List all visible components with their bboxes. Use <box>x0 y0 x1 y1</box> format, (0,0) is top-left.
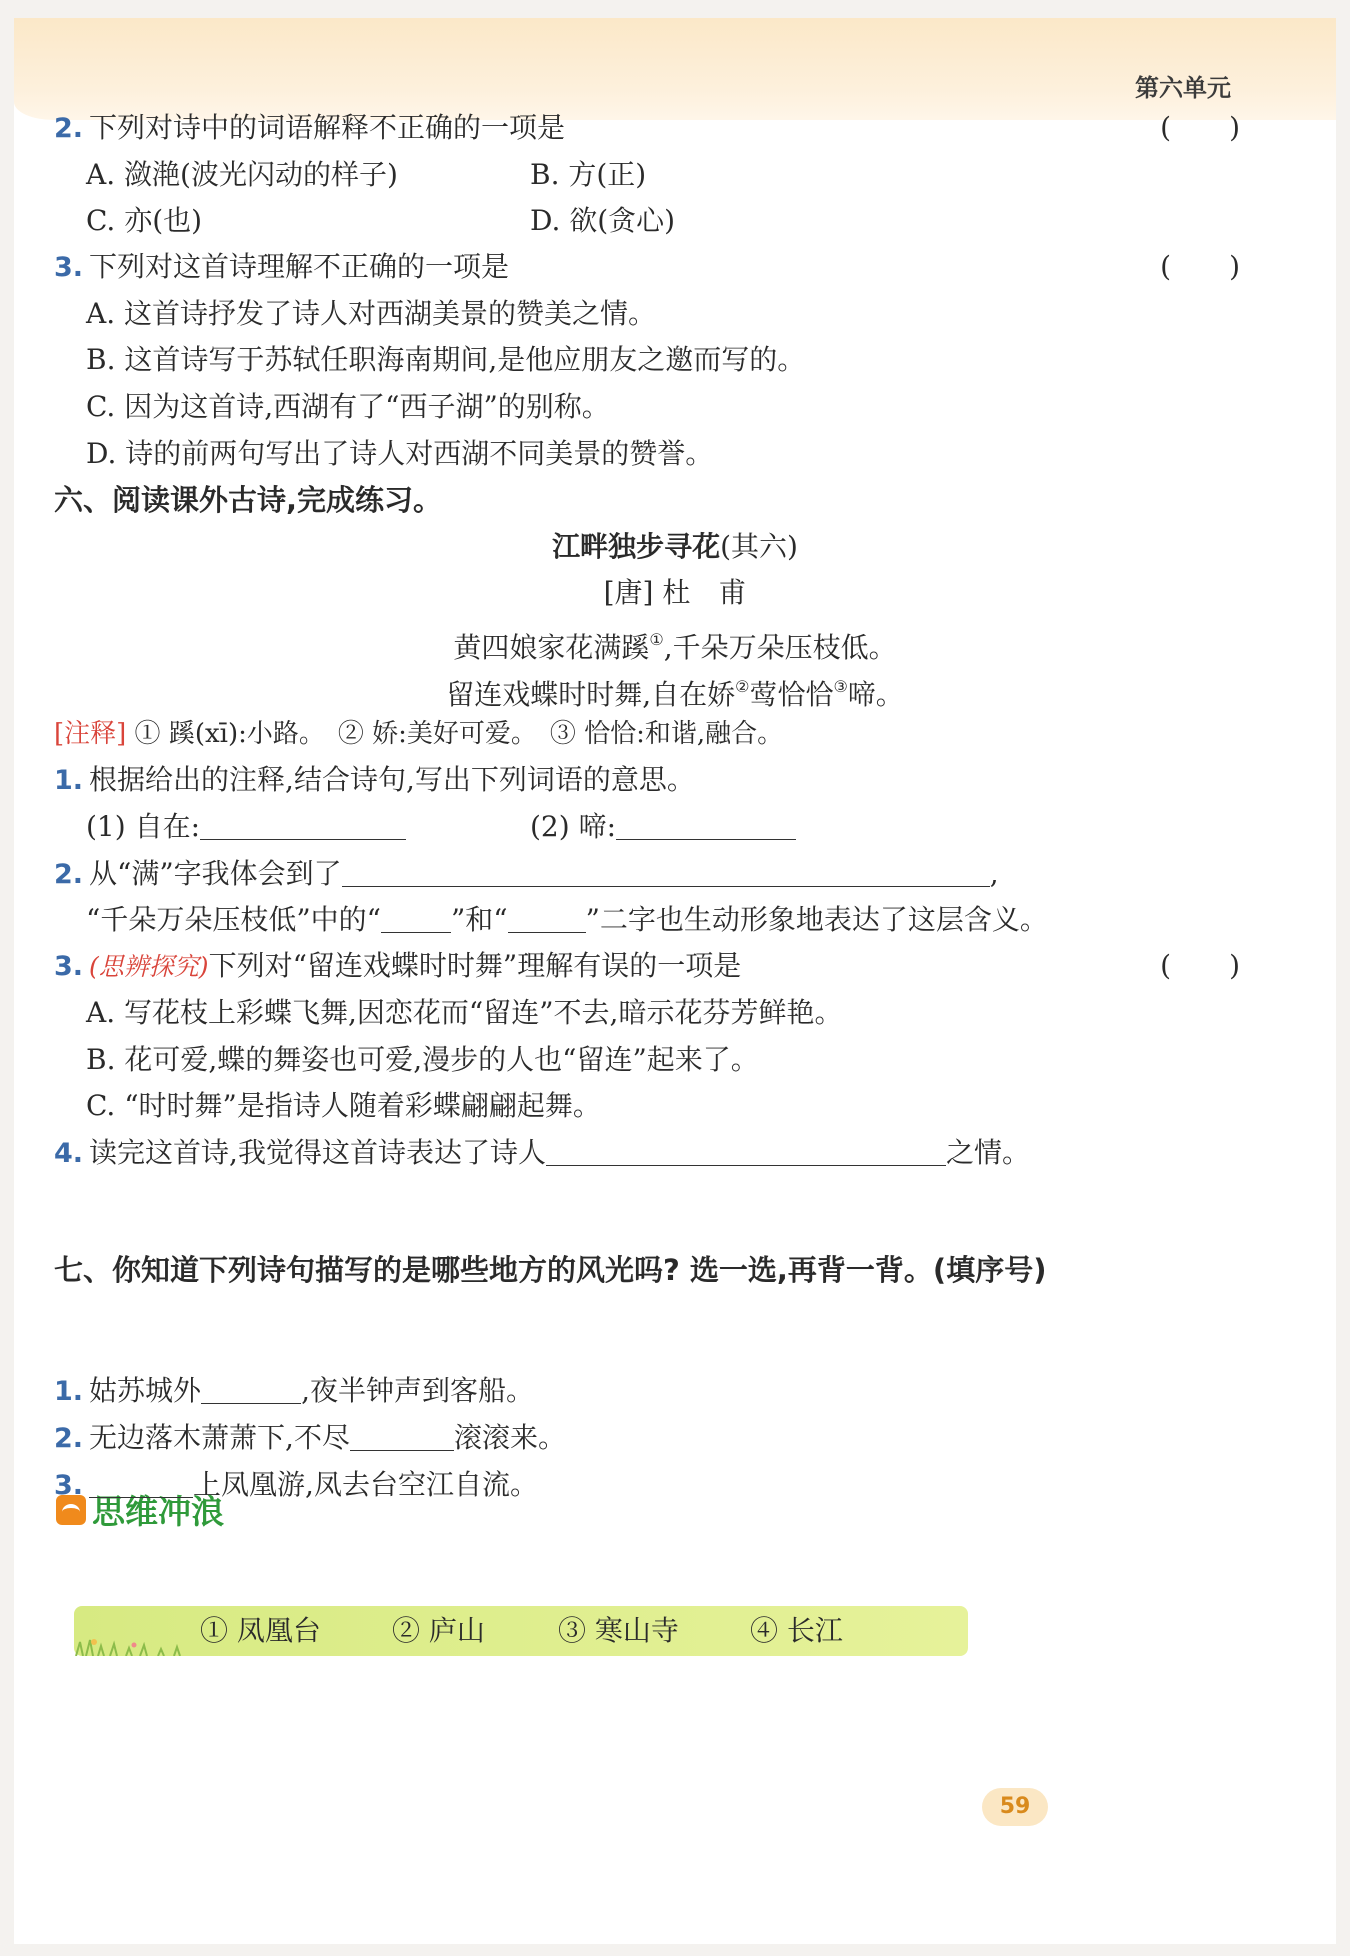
q3-stem: 下列对这首诗理解不正确的一项是 <box>89 250 510 283</box>
answer-blank[interactable] <box>201 1373 301 1404</box>
s6-q2-stem: 从“满”字我体会到了 <box>89 857 342 890</box>
poem-title-sub: (其六) <box>720 530 798 563</box>
thinking-surf-title: 思维冲浪 <box>92 1492 224 1531</box>
s6-q3-option-c[interactable]: C. “时时舞”是指诗人随着彩蝶翩翩起舞。 <box>86 1089 601 1122</box>
paren-left: ( <box>1160 111 1172 144</box>
q3-number: 3. <box>54 252 84 283</box>
grass-decoration-icon <box>74 1636 194 1656</box>
notes-text: ① 蹊(xī):小路。 ② 娇:美好可爱。 ③ 恰恰:和谐,融合。 <box>126 719 784 749</box>
s6-q1-item-2-label: (2) 啼: <box>530 810 616 843</box>
s7-q1-line <box>54 1371 534 1412</box>
q3-option-b[interactable]: B. 这首诗写于苏轼任职海南期间,是他应朋友之邀而写的。 <box>86 343 806 376</box>
s6-q3-answer-paren[interactable] <box>1160 946 1240 986</box>
footnote-marker-3: ③ <box>833 677 848 696</box>
s6-q3-option-a[interactable]: A. 写花枝上彩蝶飞舞,因恋花而“留连”不去,暗示花芬芳鲜艳。 <box>86 996 843 1029</box>
answer-blank[interactable] <box>350 1420 454 1451</box>
s7-q1-number: 1. <box>54 1376 84 1407</box>
s6-q2-line-2 <box>86 900 1048 940</box>
s7-q3-text-b: 上凤凰游,凤去台空江自流。 <box>193 1468 538 1501</box>
poem-line-1a: 黄四娘家花满蹊 <box>453 631 650 664</box>
q2-number: 2. <box>54 113 84 144</box>
page-number: 59 <box>982 1788 1048 1826</box>
s6-q2-comma: , <box>989 857 999 890</box>
q2-option-a[interactable]: A. 潋滟(波光闪动的样子) <box>86 158 398 191</box>
answer-blank[interactable] <box>89 1467 193 1498</box>
s6-q2-text-c: ”二字也生动形象地表达了这层含义。 <box>585 903 1048 936</box>
q3-option-a[interactable]: A. 这首诗抒发了诗人对西湖美景的赞美之情。 <box>86 297 657 330</box>
s7-q3-number: 3. <box>54 1470 84 1501</box>
poem-line-1b: ,千朵万朵压枝低。 <box>663 631 897 664</box>
critical-thinking-tag: (思辨探究) <box>89 952 209 981</box>
s6-q1-number: 1. <box>54 765 84 796</box>
s7-q2-number: 2. <box>54 1423 84 1454</box>
answer-blank[interactable] <box>546 1135 946 1166</box>
s6-q1-stem: 根据给出的注释,结合诗句,写出下列词语的意思。 <box>89 763 695 796</box>
poem-author: [唐] 杜 甫 <box>603 576 747 609</box>
s6-q1-item-2 <box>530 807 796 847</box>
answer-blank[interactable] <box>381 902 451 933</box>
q2-answer-paren[interactable] <box>1160 108 1240 148</box>
s7-q2-line <box>54 1418 566 1459</box>
s6-q4-line <box>54 1133 1030 1174</box>
paren-left: ( <box>1160 250 1172 283</box>
q2-stem: 下列对诗中的词语解释不正确的一项是 <box>89 111 566 144</box>
s7-q3-line <box>54 1465 538 1506</box>
s6-q2-text-a: “千朵万朵压枝低”中的“ <box>86 903 381 936</box>
answer-blank[interactable] <box>616 809 796 840</box>
poem-title <box>0 527 1350 567</box>
q3-option-c[interactable]: C. 因为这首诗,西湖有了“西子湖”的别称。 <box>86 390 610 423</box>
q2-stem-line <box>54 108 565 149</box>
s6-q1-stem-line <box>54 760 695 801</box>
choices-bar <box>74 1606 968 1656</box>
q3-answer-paren[interactable] <box>1160 247 1240 287</box>
s6-q4-end: 之情。 <box>945 1136 1030 1169</box>
answer-blank[interactable] <box>508 902 586 933</box>
s6-q4-number: 4. <box>54 1138 84 1169</box>
notes-tag: [注释] <box>54 719 127 749</box>
paren-right: ) <box>1229 949 1240 982</box>
footnote-marker-1: ① <box>649 630 664 649</box>
poem-line-2a: 留连戏蝶时时舞,自在娇 <box>446 678 736 711</box>
poem-line-2 <box>0 667 1350 715</box>
s6-q3-number: 3. <box>54 951 84 982</box>
paren-right: ) <box>1229 111 1240 144</box>
s6-q4-stem: 读完这首诗,我觉得这首诗表达了诗人 <box>89 1136 546 1169</box>
q2-option-c[interactable]: C. 亦(也) <box>86 204 203 237</box>
s6-q3-stem: 下列对“留连戏蝶时时舞”理解有误的一项是 <box>208 949 742 982</box>
s7-q1-text-a: 姑苏城外 <box>89 1374 202 1407</box>
s6-q2-number: 2. <box>54 859 84 890</box>
paren-right: ) <box>1229 250 1240 283</box>
choice-3: ③ 寒山寺 <box>558 1614 679 1647</box>
poem-line-1 <box>0 620 1350 668</box>
poem-line-2b: 莺恰恰 <box>749 678 834 711</box>
poem-line-2c: 啼。 <box>847 678 904 711</box>
s6-q3-option-b[interactable]: B. 花可爱,蝶的舞姿也可爱,漫步的人也“留连”起来了。 <box>86 1043 759 1076</box>
q3-stem-line <box>54 247 509 288</box>
poem-notes <box>54 714 783 754</box>
poem-title-main: 江畔独步寻花 <box>552 530 721 563</box>
choice-2: ② 庐山 <box>392 1614 485 1647</box>
s6-q1-item-1-label: (1) 自在: <box>86 810 200 843</box>
s7-q1-text-b: ,夜半钟声到客船。 <box>301 1374 534 1407</box>
s7-q2-text-a: 无边落木萧萧下,不尽 <box>89 1421 350 1454</box>
answer-blank[interactable] <box>200 809 406 840</box>
s6-q1-item-1 <box>86 807 406 847</box>
q2-option-b[interactable]: B. 方(正) <box>530 158 647 191</box>
paren-left: ( <box>1160 949 1172 982</box>
q2-option-d[interactable]: D. 欲(贪心) <box>530 204 676 237</box>
section6-title: 六、阅读课外古诗,完成练习。 <box>54 483 443 517</box>
unit-label: 第六单元 <box>1135 74 1231 102</box>
s7-q2-text-b: 滚滚来。 <box>453 1421 566 1454</box>
s6-q2-text-b: ”和“ <box>450 903 508 936</box>
choice-1: ① 凤凰台 <box>200 1614 321 1647</box>
footnote-marker-2: ② <box>735 677 750 696</box>
s6-q3-stem-line <box>54 946 741 987</box>
s6-q2-line-1 <box>54 854 999 895</box>
answer-blank[interactable] <box>342 856 990 887</box>
section7-title: 七、你知道下列诗句描写的是哪些地方的风光吗? 选一选,再背一背。(填序号) <box>54 1253 1047 1287</box>
q3-option-d[interactable]: D. 诗的前两句写出了诗人对西湖不同美景的赞誉。 <box>86 437 714 470</box>
choice-4: ④ 长江 <box>750 1614 843 1647</box>
